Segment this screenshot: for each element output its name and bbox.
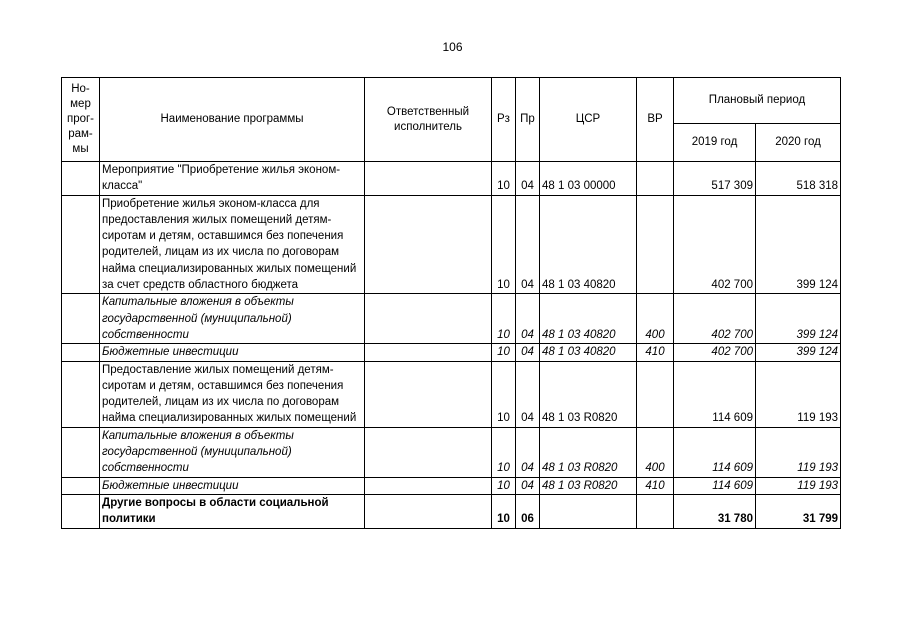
- table-row: [62, 361, 841, 427]
- table-row: [62, 494, 841, 528]
- cell-pr: 04: [516, 195, 540, 294]
- cell-csr: 48 1 03 00000: [540, 162, 637, 196]
- cell-executor: [365, 494, 492, 528]
- cell-program-name: Мероприятие "Приобретение жилья эконом-класса": [100, 162, 365, 196]
- cell-program-number: [62, 294, 100, 344]
- header-executor: Ответственный исполнитель: [365, 78, 492, 162]
- cell-program-number: [62, 477, 100, 494]
- cell-amount-2019: 114 609: [674, 361, 756, 427]
- cell-vr: 400: [637, 294, 674, 344]
- cell-rz: 10: [492, 195, 516, 294]
- cell-rz: 10: [492, 427, 516, 477]
- header-rz: Рз: [492, 78, 516, 162]
- cell-program-name: Другие вопросы в области социальной политики: [100, 494, 365, 528]
- cell-vr: [637, 162, 674, 196]
- cell-vr: [637, 195, 674, 294]
- table-row: [62, 162, 841, 196]
- cell-program-name: Приобретение жилья эконом-класса для предоставления жилых помещений детям-сиротам и детям, оставшимся без попечения родителей, лицам из их числа по договорам найма специализированных жилых помещений за счет средств областного бюджета: [100, 195, 365, 294]
- cell-csr: 48 1 03 R0820: [540, 477, 637, 494]
- header-pr: Пр: [516, 78, 540, 162]
- cell-pr: 04: [516, 361, 540, 427]
- cell-amount-2019: 114 609: [674, 477, 756, 494]
- cell-program-number: [62, 361, 100, 427]
- cell-executor: [365, 477, 492, 494]
- cell-program-name: Капитальные вложения в объекты государственной (муниципальной) собственности: [100, 427, 365, 477]
- cell-rz: 10: [492, 344, 516, 361]
- cell-amount-2019: 402 700: [674, 344, 756, 361]
- cell-csr: 48 1 03 40820: [540, 195, 637, 294]
- table-row: [62, 195, 841, 294]
- cell-pr: 04: [516, 344, 540, 361]
- cell-vr: [637, 361, 674, 427]
- cell-amount-2020: 399 124: [756, 344, 841, 361]
- cell-program-number: [62, 427, 100, 477]
- cell-vr: 410: [637, 344, 674, 361]
- cell-amount-2019: 31 780: [674, 494, 756, 528]
- cell-program-name: Предоставление жилых помещений детям-сиротам и детям, оставшимся без попечения родителей, лицам из их числа по договорам найма специализированных жилых помещений: [100, 361, 365, 427]
- cell-program-number: [62, 195, 100, 294]
- table-row: [62, 344, 841, 361]
- cell-amount-2020: 399 124: [756, 294, 841, 344]
- table-body: [62, 162, 841, 529]
- cell-amount-2020: 31 799: [756, 494, 841, 528]
- cell-pr: 04: [516, 427, 540, 477]
- cell-csr: 48 1 03 40820: [540, 294, 637, 344]
- cell-pr: 04: [516, 162, 540, 196]
- cell-amount-2019: 517 309: [674, 162, 756, 196]
- cell-csr: 48 1 03 R0820: [540, 361, 637, 427]
- cell-vr: [637, 494, 674, 528]
- cell-amount-2020: 119 193: [756, 477, 841, 494]
- header-program-name: Наименование программы: [100, 78, 365, 162]
- cell-csr: 48 1 03 40820: [540, 344, 637, 361]
- budget-table: [61, 77, 841, 529]
- cell-program-name: Бюджетные инвестиции: [100, 477, 365, 494]
- cell-amount-2020: 399 124: [756, 195, 841, 294]
- header-program-number: Но- мер прог- рам- мы: [62, 78, 100, 162]
- header-year-2019: 2019 год: [674, 124, 756, 162]
- cell-pr: 04: [516, 477, 540, 494]
- table-row: [62, 427, 841, 477]
- cell-rz: 10: [492, 162, 516, 196]
- cell-vr: 400: [637, 427, 674, 477]
- cell-program-number: [62, 494, 100, 528]
- cell-amount-2019: 402 700: [674, 195, 756, 294]
- cell-amount-2019: 402 700: [674, 294, 756, 344]
- cell-program-number: [62, 162, 100, 196]
- header-csr: ЦСР: [540, 78, 637, 162]
- cell-executor: [365, 361, 492, 427]
- cell-rz: 10: [492, 361, 516, 427]
- cell-amount-2020: 518 318: [756, 162, 841, 196]
- header-year-2020: 2020 год: [756, 124, 841, 162]
- cell-executor: [365, 162, 492, 196]
- cell-program-name: Капитальные вложения в объекты государственной (муниципальной) собственности: [100, 294, 365, 344]
- cell-executor: [365, 294, 492, 344]
- cell-executor: [365, 427, 492, 477]
- cell-pr: 06: [516, 494, 540, 528]
- cell-rz: 10: [492, 294, 516, 344]
- table-row: [62, 294, 841, 344]
- cell-pr: 04: [516, 294, 540, 344]
- header-plan-period: Плановый период: [674, 78, 841, 124]
- page-number: 106: [442, 40, 463, 54]
- cell-vr: 410: [637, 477, 674, 494]
- table-row: [62, 477, 841, 494]
- cell-csr: 48 1 03 R0820: [540, 427, 637, 477]
- header-vr: ВР: [637, 78, 674, 162]
- cell-amount-2020: 119 193: [756, 361, 841, 427]
- cell-rz: 10: [492, 494, 516, 528]
- cell-csr: [540, 494, 637, 528]
- cell-amount-2019: 114 609: [674, 427, 756, 477]
- cell-amount-2020: 119 193: [756, 427, 841, 477]
- cell-rz: 10: [492, 477, 516, 494]
- cell-executor: [365, 344, 492, 361]
- cell-program-number: [62, 344, 100, 361]
- cell-program-name: Бюджетные инвестиции: [100, 344, 365, 361]
- table-header: [62, 78, 841, 162]
- cell-executor: [365, 195, 492, 294]
